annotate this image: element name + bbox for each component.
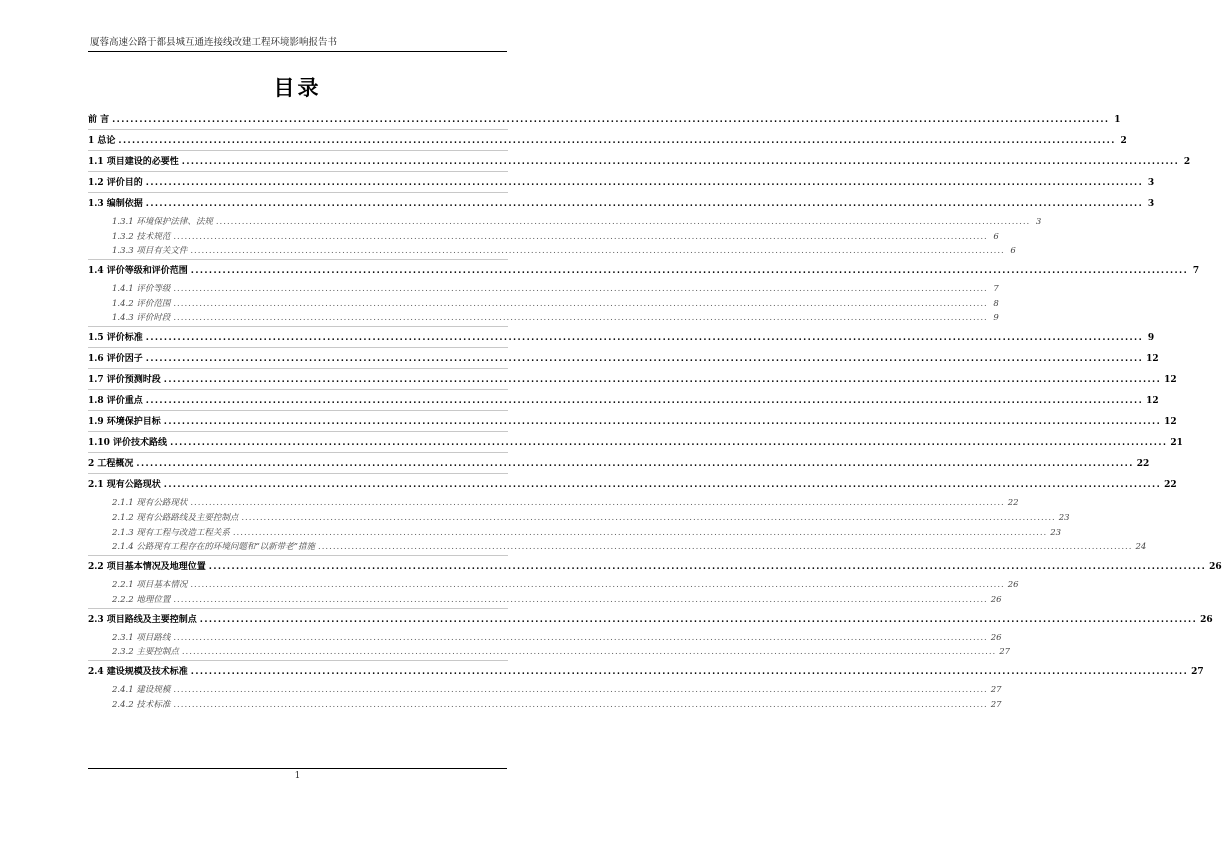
toc-entry-page: 22: [1164, 480, 1177, 491]
toc-entry-title: 2.1.3 现有工程与改造工程关系: [112, 527, 230, 538]
toc-subentry[interactable]: [112, 696, 1002, 710]
toc-row-divider: [88, 129, 508, 130]
toc-entry-page: 22: [1007, 498, 1019, 509]
toc-leader-dots: ............................................................................................................................................................................................................................: [173, 284, 988, 295]
toc-entry-title: 2.2.1 项目基本情况: [112, 580, 188, 591]
toc-row-divider: [88, 368, 508, 369]
toc-leader-dots: ............................................................................................................................................................................................................................: [145, 396, 1144, 407]
toc-subentry[interactable]: [112, 629, 1002, 643]
toc-entry-title: 2.1.2 现有公路路线及主要控制点: [112, 513, 239, 523]
toc-entry-page: 6: [1010, 246, 1016, 257]
toc-entry[interactable]: [88, 413, 1177, 428]
toc-row-divider: [88, 171, 508, 172]
toc-entry-title: 1.2 评价目的: [88, 178, 143, 188]
toc-subentry[interactable]: [112, 309, 999, 324]
toc-row-divider: [88, 150, 508, 151]
toc-entry-page: 21: [1170, 438, 1183, 449]
toc-subentry[interactable]: [112, 228, 999, 242]
toc-entry-page: 24: [1135, 542, 1147, 553]
toc-entry-title: 1.5 评价标准: [88, 333, 143, 344]
toc-subentry[interactable]: [112, 242, 1016, 257]
toc-leader-dots: ............................................................................................................................................................................................................................: [136, 459, 1134, 470]
toc-leader-dots: ............................................................................................................................................................................................................................: [208, 562, 1207, 573]
header-rule: [88, 51, 507, 52]
toc-leader-dots: ............................................................................................................................................................................................................................: [173, 632, 988, 643]
toc-entry-title: 2.4 建设规模及技术标准: [88, 667, 188, 678]
toc-subentry[interactable]: [112, 576, 1019, 591]
toc-entry-page: 26: [990, 594, 1002, 605]
toc-leader-dots: ............................................................................................................................................................................................................................: [145, 178, 1144, 188]
toc-entry-page: 12: [1146, 354, 1159, 365]
toc-entry-page: 23: [1058, 513, 1070, 523]
toc-entry-page: 26: [1209, 562, 1222, 573]
toc-entry[interactable]: [88, 153, 1191, 167]
toc-entry-page: 27: [999, 647, 1011, 658]
toc-entry-page: 12: [1164, 417, 1177, 428]
toc-entry[interactable]: [88, 350, 1159, 365]
toc-entry-title: 2.2 项目基本情况及地理位置: [88, 562, 206, 573]
toc-entry-title: 1.9 环境保护目标: [88, 417, 161, 428]
toc-entry-page: 3: [1035, 217, 1042, 227]
toc-entry-page: 26: [1007, 580, 1019, 591]
toc-leader-dots: ............................................................................................................................................................................................................................: [163, 375, 1162, 386]
toc-subentry[interactable]: [112, 280, 999, 295]
toc-leader-dots: ............................................................................................................................................................................................................................: [173, 700, 988, 710]
toc-entry-page: 12: [1146, 396, 1159, 407]
toc-entry[interactable]: [88, 132, 1127, 146]
toc-entry-title: 1.3.1 环境保护法律、法规: [112, 217, 213, 227]
toc-entry-title: 1.3.3 项目有关文件: [112, 246, 188, 257]
toc-entry[interactable]: [88, 476, 1177, 491]
toc-subentry[interactable]: [112, 494, 1019, 509]
toc-leader-dots: ............................................................................................................................................................................................................................: [112, 115, 1110, 125]
toc-entry-title: 2 工程概况: [88, 459, 134, 470]
toc-leader-dots: ............................................................................................................................................................................................................................: [215, 217, 1031, 227]
toc-subentry[interactable]: [112, 643, 1011, 658]
toc-entry-page: 8: [993, 298, 999, 309]
toc-leader-dots: ............................................................................................................................................................................................................................: [163, 480, 1162, 491]
toc-entry-title: 2.3.1 项目路线: [112, 632, 171, 643]
toc-entry[interactable]: [88, 371, 1177, 386]
toc-entry-title: 1.8 评价重点: [88, 396, 143, 407]
toc-entry-title: 1.4.1 评价等级: [112, 284, 171, 295]
toc-entry[interactable]: [88, 558, 1222, 573]
toc-entry-title: 1.10 评价技术路线: [88, 438, 168, 449]
toc-leader-dots: ............................................................................................................................................................................................................................: [318, 542, 1133, 553]
toc-entry-page: 3: [1147, 199, 1155, 209]
toc-subentry[interactable]: [112, 509, 1070, 523]
toc-entry-page: 9: [1147, 333, 1155, 344]
toc-entry-title: 1.4.3 评价时段: [112, 313, 171, 324]
toc-leader-dots: ............................................................................................................................................................................................................................: [190, 580, 1005, 591]
toc-row-divider: [88, 660, 508, 661]
toc-entry-page: 27: [1191, 667, 1204, 678]
toc-entry-title: 2.4.2 技术标准: [112, 700, 171, 710]
footer-rule: [88, 768, 507, 769]
toc-entry-page: 2: [1120, 136, 1127, 146]
toc-entry[interactable]: [88, 262, 1200, 277]
toc-leader-dots: ............................................................................................................................................................................................................................: [145, 354, 1144, 365]
toc-leader-dots: ............................................................................................................................................................................................................................: [173, 231, 988, 242]
toc-leader-dots: ............................................................................................................................................................................................................................: [181, 157, 1180, 167]
toc-leader-dots: ............................................................................................................................................................................................................................: [190, 266, 1189, 277]
toc-entry-title: 1.1 项目建设的必要性: [88, 157, 179, 167]
toc-subentry[interactable]: [112, 213, 1042, 227]
toc-entry[interactable]: [88, 195, 1155, 209]
toc-leader-dots: ............................................................................................................................................................................................................................: [163, 417, 1162, 428]
toc-entry-title: 2.1.4 公路现有工程存在的环境问题和“以新带老”措施: [112, 542, 316, 553]
toc-leader-dots: ............................................................................................................................................................................................................................: [241, 513, 1056, 523]
toc-entry-title: 2.1.1 现有公路现状: [112, 498, 188, 509]
toc-row-divider: [88, 389, 508, 390]
toc-entry-page: 9: [993, 313, 999, 324]
toc-entry-title: 1.3.2 技术规范: [112, 231, 171, 242]
toc-entry-title: 1.4.2 评价范围: [112, 298, 171, 309]
toc-entry-title: 1 总论: [88, 136, 116, 146]
toc-entry-title: 1.6 评价因子: [88, 354, 143, 365]
toc-entry[interactable]: [88, 434, 1183, 449]
toc-entry[interactable]: [88, 174, 1155, 188]
toc-leader-dots: ............................................................................................................................................................................................................................: [173, 594, 988, 605]
toc-leader-dots: ............................................................................................................................................................................................................................: [190, 246, 1005, 257]
toc-entry[interactable]: [88, 329, 1155, 344]
page-header: 厦蓉高速公路于都县城互通连接线改建工程环境影响报告书: [90, 37, 338, 48]
toc-leader-dots: ............................................................................................................................................................................................................................: [190, 667, 1189, 678]
toc-entry-page: 3: [1147, 178, 1155, 188]
toc-entry-title: 2.3.2 主要控制点: [112, 647, 179, 658]
toc-subentry[interactable]: [112, 591, 1002, 605]
toc-row-divider: [88, 608, 508, 609]
toc-row-divider: [88, 431, 508, 432]
toc-leader-dots: ............................................................................................................................................................................................................................: [145, 333, 1144, 344]
toc-row-divider: [88, 192, 508, 193]
toc-leader-dots: ............................................................................................................................................................................................................................: [173, 298, 988, 309]
toc-subentry[interactable]: [112, 295, 999, 309]
toc-subentry[interactable]: [112, 681, 1002, 696]
toc-leader-dots: ............................................................................................................................................................................................................................: [190, 498, 1005, 509]
toc-entry[interactable]: [88, 392, 1159, 407]
toc-leader-dots: ............................................................................................................................................................................................................................: [181, 647, 997, 658]
toc-entry-title: 2.3 项目路线及主要控制点: [88, 614, 197, 625]
toc-leader-dots: ............................................................................................................................................................................................................................: [199, 614, 1198, 625]
toc-entry-page: 26: [990, 632, 1002, 643]
toc-row-divider: [88, 555, 508, 556]
toc-entry[interactable]: [88, 111, 1121, 125]
toc-leader-dots: ............................................................................................................................................................................................................................: [170, 438, 1168, 449]
toc-entry-page: 22: [1136, 459, 1150, 470]
toc-subentry[interactable]: [112, 538, 1147, 553]
toc-entry-page: 27: [990, 685, 1002, 696]
toc-entry-page: 27: [990, 700, 1002, 710]
toc-row-divider: [88, 259, 508, 260]
toc-entry-page: 23: [1050, 527, 1062, 538]
toc-row-divider: [88, 452, 508, 453]
toc-entry-title: 2.4.1 建设规模: [112, 685, 171, 696]
toc-leader-dots: ............................................................................................................................................................................................................................: [173, 685, 988, 696]
toc-entry-page: 2: [1183, 157, 1191, 167]
toc-subentry[interactable]: [112, 524, 1062, 538]
toc-leader-dots: ............................................................................................................................................................................................................................: [173, 313, 988, 324]
toc-entry-title: 前 言: [88, 115, 110, 125]
toc-row-divider: [88, 347, 508, 348]
toc-entry[interactable]: [88, 455, 1150, 470]
toc-entry-page: 26: [1200, 614, 1213, 625]
toc-leader-dots: ............................................................................................................................................................................................................................: [118, 136, 1116, 146]
page-number: 1: [294, 771, 301, 781]
toc-entry-title: 2.1 现有公路现状: [88, 480, 161, 491]
toc-entry-page: 12: [1164, 375, 1177, 386]
toc-entry-title: 2.2.2 地理位置: [112, 594, 171, 605]
toc-entry-page: 1: [1114, 115, 1121, 125]
toc-entry-title: 1.7 评价预测时段: [88, 375, 161, 386]
page-title: 目录: [273, 75, 322, 100]
toc-entry-page: 7: [993, 284, 999, 295]
toc-entry-title: 1.3 编制依据: [88, 199, 143, 209]
toc-entry[interactable]: [88, 663, 1204, 678]
toc-row-divider: [88, 326, 508, 327]
toc-leader-dots: ............................................................................................................................................................................................................................: [145, 199, 1144, 209]
toc-row-divider: [88, 410, 508, 411]
toc-entry-page: 7: [1192, 266, 1200, 277]
toc-entry-page: 6: [993, 231, 999, 242]
toc-leader-dots: ............................................................................................................................................................................................................................: [232, 527, 1048, 538]
toc-entry[interactable]: [88, 611, 1213, 625]
toc-entry-title: 1.4 评价等级和评价范围: [88, 266, 188, 277]
toc-row-divider: [88, 473, 508, 474]
